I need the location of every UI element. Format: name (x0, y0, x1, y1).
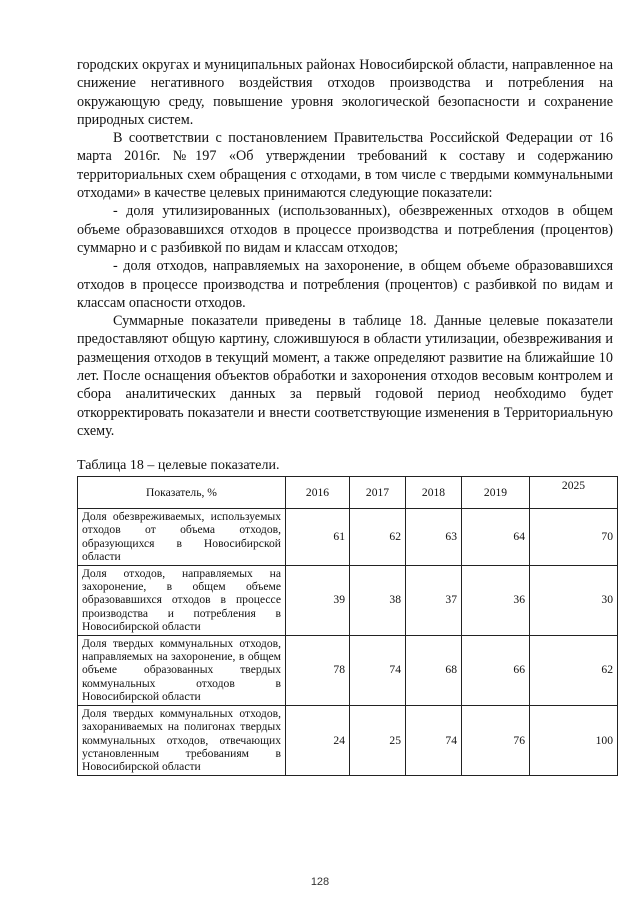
paragraph-continuation: городских округах и муниципальных районах Новосибирской области, направленное на снижение негативного воздействия отходов производства и потребления на окружающую среду, повышение уровня экологической безопасности и сохранение природных систем. (77, 57, 613, 128)
cell-value: 39 (286, 565, 350, 635)
table-row (78, 705, 618, 775)
cell-value: 74 (406, 705, 462, 775)
row-label: Доля твердых коммунальных отходов, направляемых на захоронение, в общем объеме образованных твердых коммунальных отходов в Новосибирской области (78, 635, 286, 705)
cell-value: 62 (350, 509, 406, 566)
header-year-2025: 2025 (530, 477, 618, 509)
table-row (78, 509, 618, 566)
cell-value: 37 (406, 565, 462, 635)
table-header-row (78, 477, 618, 509)
body-text (77, 56, 613, 440)
cell-value: 61 (286, 509, 350, 566)
header-year-2017: 2017 (350, 477, 406, 509)
table-caption: Таблица 18 – целевые показатели. (77, 458, 280, 473)
cell-value: 62 (530, 635, 618, 705)
row-label: Доля отходов, направляемых на захоронение, в общем объеме образовавшихся отходов в процессе производства и потребления в Новосибирской области (78, 565, 286, 635)
cell-value: 74 (350, 635, 406, 705)
header-indicator: Показатель, % (78, 477, 286, 509)
table-row (78, 635, 618, 705)
cell-value: 25 (350, 705, 406, 775)
target-indicators-table (77, 476, 618, 776)
header-year-2016: 2016 (286, 477, 350, 509)
cell-value: 36 (462, 565, 530, 635)
cell-value: 38 (350, 565, 406, 635)
row-label: Доля обезвреживаемых, используемых отходов от объема отходов, образующихся в Новосибирской области (78, 509, 286, 566)
cell-value: 66 (462, 635, 530, 705)
cell-value: 100 (530, 705, 618, 775)
cell-value: 68 (406, 635, 462, 705)
cell-value: 70 (530, 509, 618, 566)
cell-value: 76 (462, 705, 530, 775)
cell-value: 78 (286, 635, 350, 705)
table-row (78, 565, 618, 635)
paragraph-summary: Суммарные показатели приведены в таблице 18. Данные целевые показатели предоставляют общую картину, сложившуюся в области утилизации, обезвреживания и размещения отходов в текущий момент, а также определяют развитие на ближайшие 10 лет. После оснащения объектов обработки и захоронения отходов весовым контролем и сбора аналитических данных за первый годовой период необходимо будет откорректировать показатели и внести соответствующие изменения в Территориальную схему. (77, 313, 613, 439)
row-label: Доля твердых коммунальных отходов, захораниваемых на полигонах твердых коммунальных отходов, отвечающих установленным требованиям в Новосибирской области (78, 705, 286, 775)
cell-value: 63 (406, 509, 462, 566)
header-year-2018: 2018 (406, 477, 462, 509)
paragraph-indicator-landfill: - доля отходов, направляемых на захоронение, в общем объеме образовавшихся отходов в процессе производства и потребления (процентов) с разбивкой по видам и классам опасности отходов. (77, 258, 613, 311)
paragraph-indicator-utilized: - доля утилизированных (использованных), обезвреженных отходов в общем объеме образовавшихся отходов в процессе производства и потребления (процентов) суммарно и с разбивкой по видам и классам отходов; (77, 203, 613, 256)
paragraph-regulation: В соответствии с постановлением Правительства Российской Федерации от 16 марта 2016г. №197 «Об утверждении требований к составу и содержанию территориальных схем обращения с отходами, в том числе с твердыми коммунальными отходами» в качестве целевых принимаются следующие показатели: (77, 130, 613, 202)
cell-value: 30 (530, 565, 618, 635)
cell-value: 24 (286, 705, 350, 775)
page-number: 128 (310, 876, 330, 888)
cell-value: 64 (462, 509, 530, 566)
header-year-2019: 2019 (462, 477, 530, 509)
